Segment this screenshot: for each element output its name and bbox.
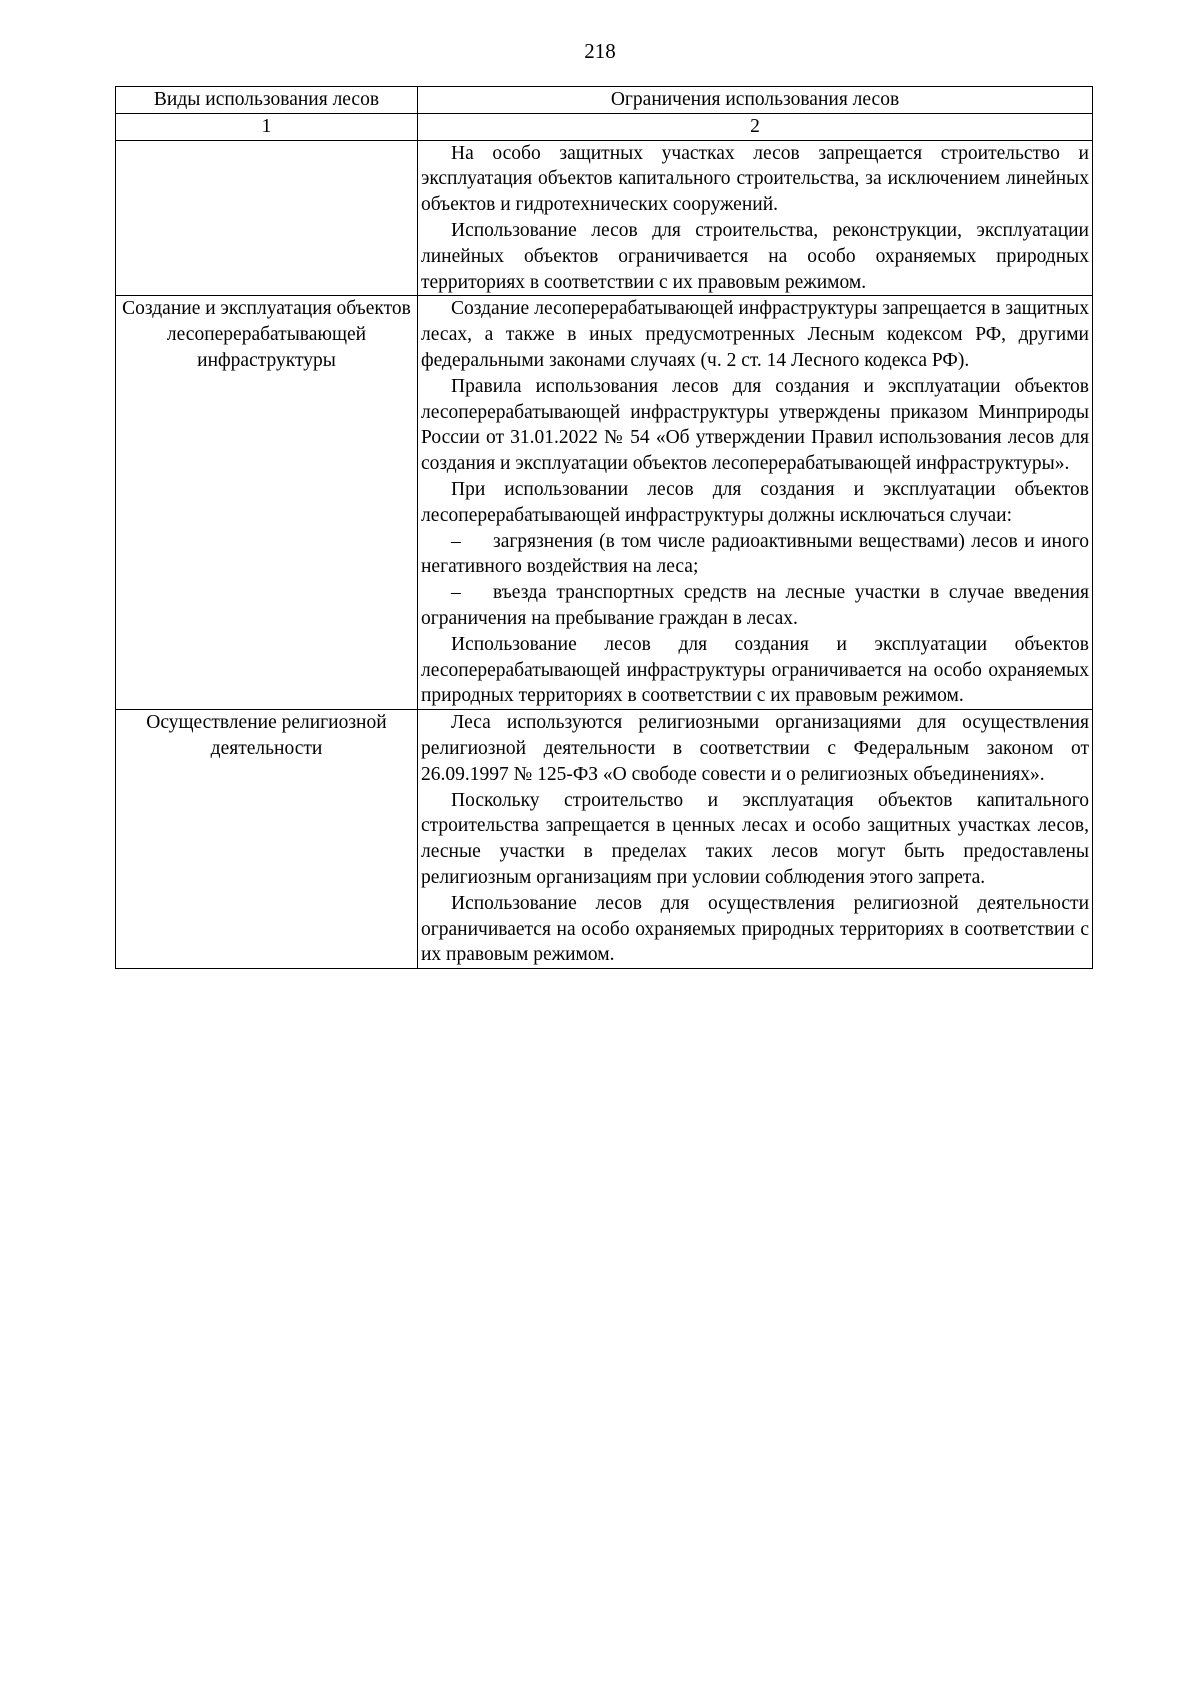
restriction-paragraph: При использовании лесов для создания и эксплуатации объектов лесоперерабатывающей инфраструктуры должны исключаться случаи:: [421, 478, 1089, 526]
column-number-row: [116, 113, 1093, 140]
column-header-use-type: Виды использования лесов: [116, 87, 418, 114]
column-number-2: 2: [418, 113, 1093, 140]
restriction-paragraph: Правила использования лесов для создания и эксплуатации объектов лесоперерабатывающей инфраструктуры утверждены приказом Минприроды России от 31.01.2022 № 54 «Об утверждении Правил использования лесов для создания и эксплуатации объектов лесоперерабатывающей инфраструктуры».: [421, 375, 1089, 475]
restrictions-cell: [418, 296, 1093, 710]
restriction-paragraph: Использование лесов для строительства, реконструкции, эксплуатации линейных объектов ограничивается на особо охраняемых природных территориях в соответствии с их правовым режимом.: [421, 219, 1089, 293]
dash-list-item: [421, 580, 1089, 632]
restriction-paragraph: Поскольку строительство и эксплуатация объектов капитального строительства запрещается в ценных лесах и особо защитных участках лесов, лесные участки в пределах таких лесов могут быть предоставлены религиозным организациям при условии соблюдения этого запрета.: [421, 789, 1089, 888]
page-number: 218: [584, 39, 616, 63]
restriction-paragraph: Леса используются религиозными организациями для осуществления религиозной деятельности в соответствии с Федеральным законом от 26.09.1997 № 125-ФЗ «О свободе совести и о религиозных объединениях».: [421, 712, 1089, 785]
column-header-restrictions: Ограничения использования лесов: [418, 87, 1093, 114]
dash-marker: –: [451, 582, 461, 604]
table-row: [116, 140, 1093, 296]
table-row: [116, 296, 1093, 710]
dash-item-text: въезда транспортных средств на лесные участки в случае введения ограничения на пребывание граждан в лесах.: [421, 582, 1089, 629]
restriction-paragraph: Создание лесоперерабатывающей инфраструктуры запрещается в защитных лесах, а также в иных предусмотренных Лесным кодексом РФ, другими федеральными законами случаях (ч. 2 ст. 14 Лесного кодекса РФ).: [421, 298, 1089, 371]
use-type-cell: Осуществление религиозной деятельности: [116, 710, 418, 969]
forest-use-restrictions-table: [115, 86, 1093, 969]
dash-item-text: загрязнения (в том числе радиоактивными веществами) лесов и иного негативного воздействия на леса;: [421, 530, 1089, 578]
use-type-cell: [116, 140, 418, 296]
column-number-1: 1: [116, 113, 418, 140]
restriction-paragraph: Использование лесов для осуществления религиозной деятельности ограничивается на особо охраняемых природных территориях в соответствии с их правовым режимом.: [421, 892, 1089, 966]
restriction-paragraph: На особо защитных участках лесов запрещается строительство и эксплуатация объектов капитального строительства, за исключением линейных объектов и гидротехнических сооружений.: [421, 142, 1089, 216]
table-row: [116, 710, 1093, 969]
restrictions-cell: [418, 710, 1093, 969]
restriction-paragraph: Использование лесов для создания и эксплуатации объектов лесоперерабатывающей инфраструктуры ограничивается на особо охраняемых природных территориях в соответствии с их правовым режимом.: [421, 633, 1089, 707]
dash-marker: –: [451, 530, 461, 552]
use-type-cell: Создание и эксплуатация объектов лесоперерабатывающей инфраструктуры: [116, 296, 418, 710]
restrictions-cell: [418, 140, 1093, 296]
table-header-row: [116, 87, 1093, 114]
dash-list-item: [421, 529, 1089, 581]
